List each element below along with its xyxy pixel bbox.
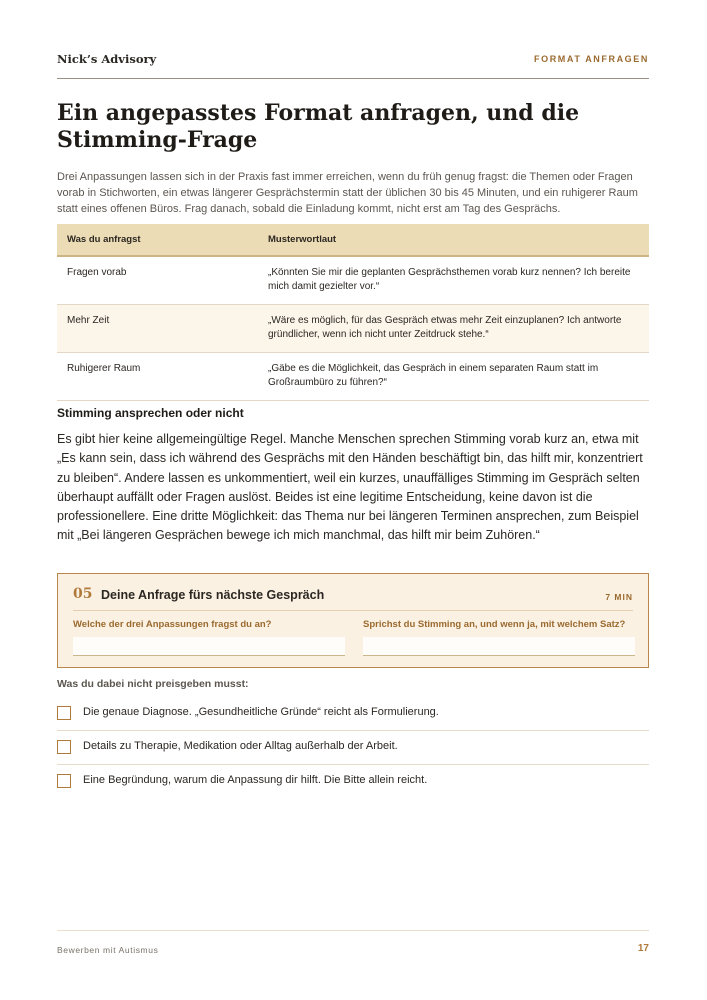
section-label: FORMAT ANFRAGEN	[534, 54, 649, 64]
table-row	[57, 256, 649, 305]
brand-name: Nick’s Advisory	[57, 52, 157, 66]
page-title: Ein angepasstes Format anfragen, und die Stimming-Frage	[57, 100, 580, 153]
exercise-duration: 7 MIN	[605, 592, 633, 602]
requests-table	[57, 224, 649, 401]
table-row	[57, 305, 649, 353]
column-header-wording: Musterwortlaut	[258, 224, 649, 256]
list-item	[57, 697, 649, 731]
checklist	[57, 697, 649, 798]
checklist-heading: Was du dabei nicht preisgeben musst:	[57, 678, 249, 690]
question-label-adjustments: Welche der drei Anpassungen fragst du an?	[73, 619, 272, 630]
exercise-title: Deine Anfrage fürs nächste Gespräch	[101, 588, 325, 602]
page-number: 17	[637, 943, 649, 954]
list-item	[57, 731, 649, 765]
exercise-divider	[73, 610, 633, 611]
stimming-answer-field[interactable]	[363, 637, 635, 656]
request-cell: Mehr Zeit	[57, 305, 258, 353]
intro-paragraph: Drei Anpassungen lassen sich in der Praxis fast immer erreichen, wenn du früh genug fragst: die Themen oder Fragen vorab in Stichworten, ein etwas längerer Gesprächstermin statt der üblichen 30 bis 45 Minuten, und ein ruhigerer Raum statt eines offenen Büros. Frag danach, sobald die Einladung kommt, nicht erst am Tag des Gesprächs.	[57, 171, 638, 215]
list-item-text: Eine Begründung, warum die Anpassung dir hilft. Die Bitte allein reicht.	[83, 774, 428, 786]
table-header-row	[57, 224, 649, 256]
column-header-request: Was du anfragst	[57, 224, 258, 256]
page	[57, 0, 649, 1000]
table-row	[57, 353, 649, 401]
wording-cell: „Gäbe es die Möglichkeit, das Gespräch in einem separaten Raum statt im Großraumbüro zu führen?“	[258, 353, 649, 401]
stimming-heading: Stimming ansprechen oder nicht	[57, 406, 244, 420]
page-footer	[57, 930, 649, 955]
request-cell: Ruhigerer Raum	[57, 353, 258, 401]
list-item-text: Details zu Therapie, Medikation oder Alltag außerhalb der Arbeit.	[83, 740, 398, 752]
adjustments-answer-field[interactable]	[73, 637, 345, 656]
exercise-box	[57, 573, 649, 668]
request-cell: Fragen vorab	[57, 256, 258, 305]
checkbox[interactable]	[57, 740, 71, 754]
footer-title: Bewerben mit Autismus	[57, 945, 159, 955]
stimming-paragraph: Es gibt hier keine allgemeingültige Regel. Manche Menschen sprechen Stimming vorab kurz an, etwa mit „Es kann sein, dass ich während des Gesprächs mit den Händen beschäftigt bin, das hilft mir, konzentriert zu bleiben“. Andere lassen es unkommentiert, weil ein kurzes, unauffälliges Stimming im Gespräch selten überhaupt auffällt oder Fragen auslöst. Beides ist eine legitime Entscheidung, keine davon ist die professionellere. Eine dritte Möglichkeit: das Thema nur bei längeren Terminen ansprechen, zum Beispiel mit „Bei längeren Gesprächen bewege ich mich manchmal, das hilft mir beim Zuhören.“	[57, 432, 643, 543]
wording-cell: „Wäre es möglich, für das Gespräch etwas mehr Zeit einzuplanen? Ich antworte gründlicher, wenn ich nicht unter Zeitdruck stehe.“	[258, 305, 649, 353]
checkbox[interactable]	[57, 706, 71, 720]
page-header	[57, 52, 649, 79]
wording-cell: „Könnten Sie mir die geplanten Gesprächsthemen vorab kurz nennen? Ich bereite mich damit gezielter vor.“	[258, 256, 649, 305]
list-item-text: Die genaue Diagnose. „Gesundheitliche Gründe“ reicht als Formulierung.	[83, 706, 439, 718]
exercise-number: 05	[73, 586, 93, 602]
checkbox[interactable]	[57, 774, 71, 788]
list-item	[57, 765, 649, 798]
question-label-stimming: Sprichst du Stimming an, und wenn ja, mit welchem Satz?	[363, 619, 626, 630]
